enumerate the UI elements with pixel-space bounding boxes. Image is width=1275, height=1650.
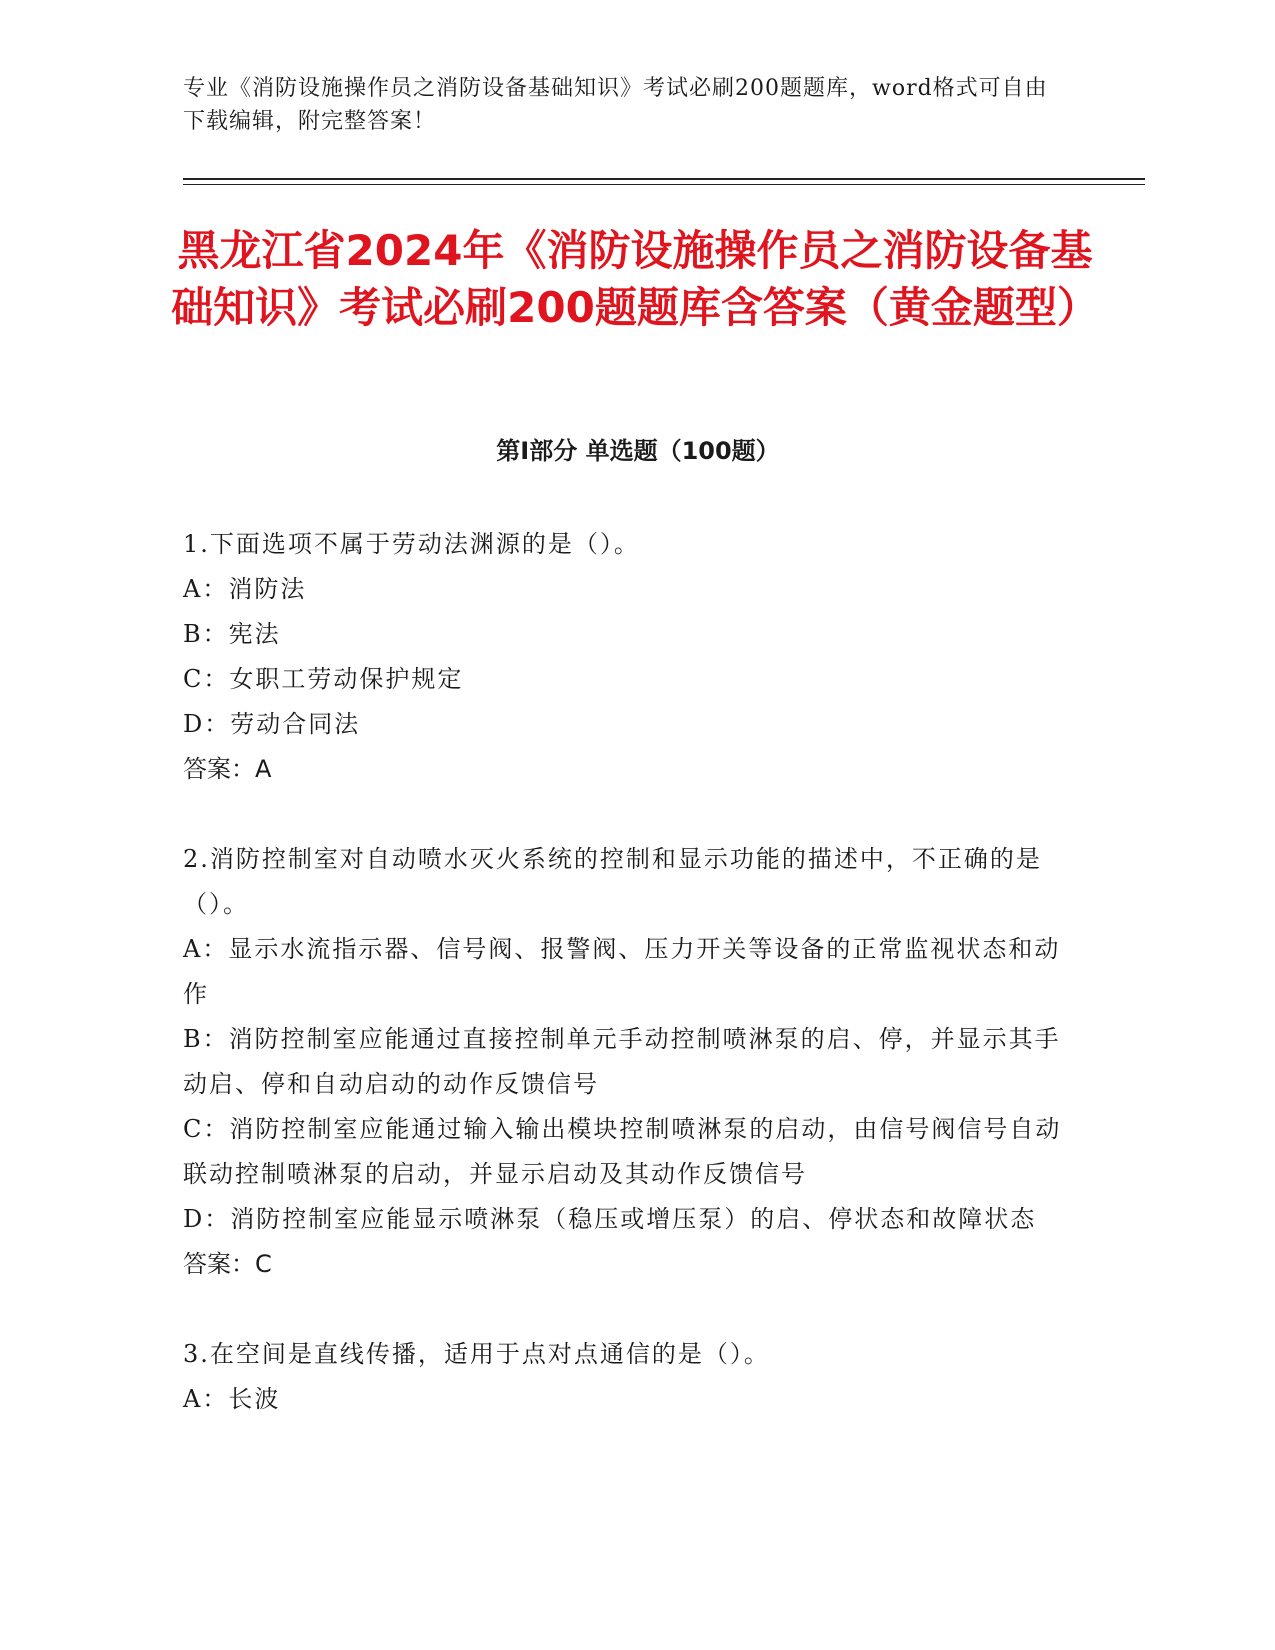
question-list — [183, 522, 1063, 1467]
option-a: A：长波 — [183, 1385, 281, 1413]
question-stem: 1.下面选项不属于劳动法渊源的是（）。 — [183, 530, 640, 558]
option-a: A：消防法 — [183, 575, 307, 603]
document-title: 黑龙江省2024年《消防设施操作员之消防设备基础知识》考试必刷200题题库含答案（黄金题型） — [171, 226, 1099, 332]
section-heading: 第I部分 单选题（100题） — [496, 437, 780, 465]
answer-line: 答案：C — [183, 1250, 272, 1278]
option-b: B：消防控制室应能通过直接控制单元手动控制喷淋泵的启、停，并显示其手动启、停和自动启动的动作反馈信号 — [183, 1025, 1061, 1098]
option-b: B：宪法 — [183, 620, 281, 648]
question-1 — [183, 522, 1063, 792]
option-d: D：消防控制室应能显示喷淋泵（稳压或增压泵）的启、停状态和故障状态 — [183, 1205, 1037, 1233]
header-note: 专业《消防设施操作员之消防设备基础知识》考试必刷200题题库，word格式可自由下载编辑，附完整答案！ — [183, 76, 1048, 134]
option-a: A：显示水流指示器、信号阀、报警阀、压力开关等设备的正常监视状态和动作 — [183, 935, 1061, 1008]
question-stem: 2.消防控制室对自动喷水灭火系统的控制和显示功能的描述中，不正确的是（）。 — [183, 845, 1042, 918]
header-divider-thick — [183, 178, 1145, 180]
option-d: D：劳动合同法 — [183, 710, 361, 738]
header-divider-thin — [183, 184, 1145, 185]
option-c: C：女职工劳动保护规定 — [183, 665, 464, 693]
question-3 — [183, 1332, 1063, 1422]
question-stem: 3.在空间是直线传播，适用于点对点通信的是（）。 — [183, 1340, 770, 1368]
answer-line: 答案：A — [183, 755, 272, 783]
option-c: C：消防控制室应能通过输入输出模块控制喷淋泵的启动，由信号阀信号自动联动控制喷淋泵的启动，并显示启动及其动作反馈信号 — [183, 1115, 1062, 1188]
question-2 — [183, 837, 1063, 1287]
